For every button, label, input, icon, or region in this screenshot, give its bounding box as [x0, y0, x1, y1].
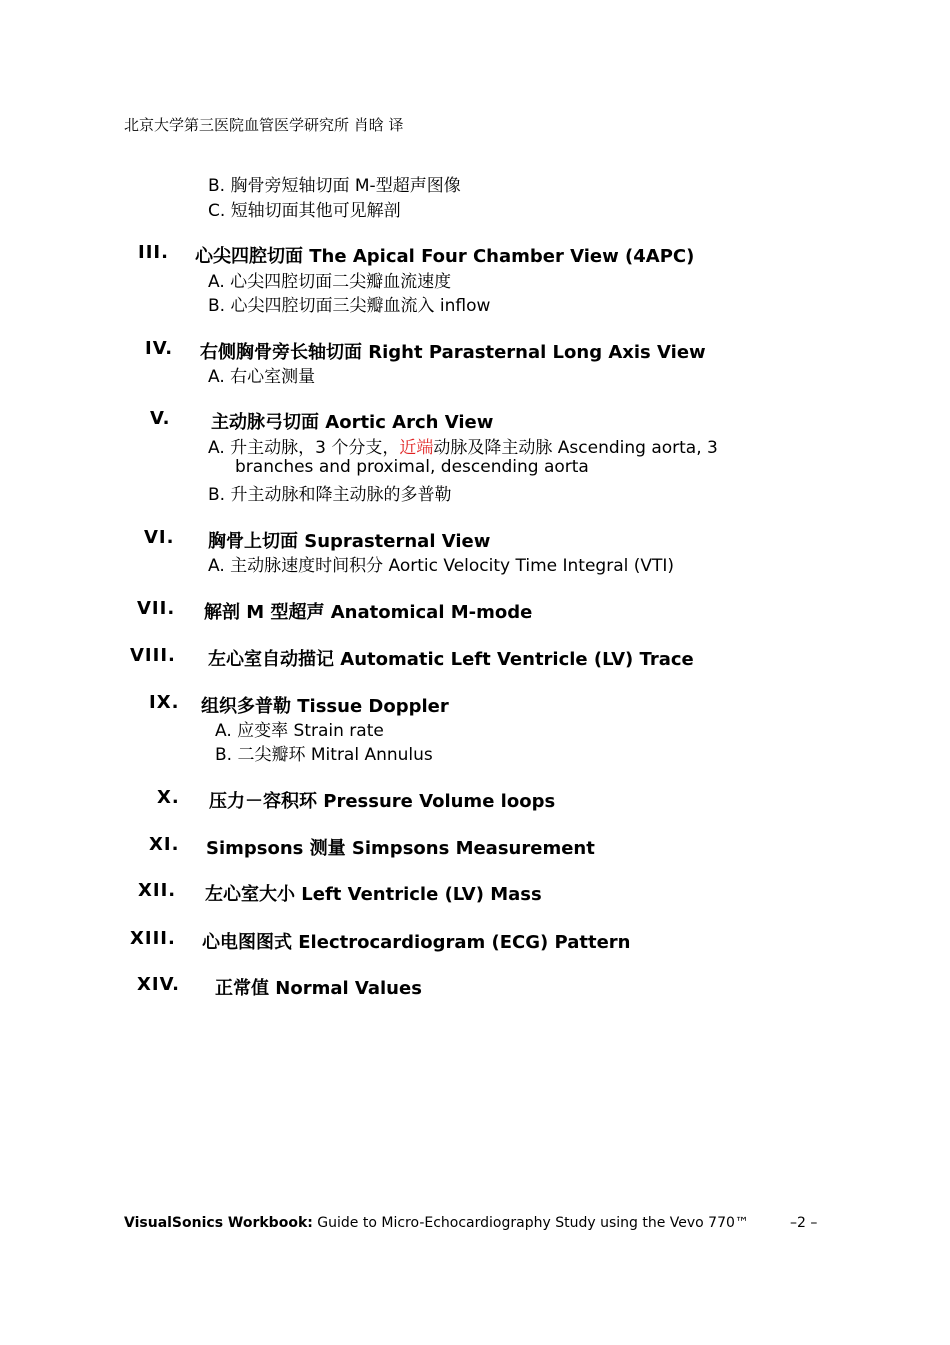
item-text: 主动脉速度时间积分 Aortic Velocity Time Integral (VTI): [230, 556, 675, 576]
item-text: 心尖四腔切面二尖瓣血流速度: [230, 272, 452, 292]
section-number: VI.: [144, 527, 175, 548]
section-number: V.: [150, 408, 171, 429]
item-text: 短轴切面其他可见解剖: [230, 201, 401, 221]
section-number: XIV.: [137, 974, 181, 995]
item-highlight-text: 近端: [399, 438, 434, 458]
list-item: [208, 267, 451, 292]
item-continuation: branches and proximal, descending aorta: [235, 457, 589, 477]
item-label: B.: [215, 745, 233, 765]
section-number: VIII.: [130, 645, 176, 666]
item-label: A.: [208, 556, 225, 576]
item-text: 右心室测量: [230, 367, 316, 387]
section-title: Simpsons 测量 Simpsons Measurement: [206, 838, 595, 859]
list-item: [208, 196, 401, 221]
footer-workbook-title: VisualSonics Workbook:: [124, 1215, 313, 1231]
item-text: 胸骨旁短轴切面 M-型超声图像: [230, 176, 461, 196]
section-title: 右侧胸骨旁长轴切面 Right Parasternal Long Axis View: [200, 342, 706, 363]
page-footer: [124, 1215, 749, 1231]
section-number: VII.: [137, 598, 176, 619]
list-item: [208, 433, 718, 458]
section-title: 心电图图式 Electrocardiogram (ECG) Pattern: [202, 932, 631, 953]
section-title: 左心室自动描记 Automatic Left Ventricle (LV) Trace: [208, 649, 694, 670]
section-number: IX.: [149, 692, 180, 713]
section-title: 组织多普勒 Tissue Doppler: [201, 696, 449, 717]
item-label: A.: [208, 438, 225, 458]
list-item: [208, 171, 461, 196]
list-item: [208, 362, 315, 387]
section-title: 解剖 M 型超声 Anatomical M-mode: [204, 602, 533, 623]
footer-text: Guide to Micro-Echocardiography Study using the Vevo 770™: [312, 1215, 749, 1231]
item-label: A.: [208, 272, 225, 292]
list-item: [208, 551, 674, 576]
section-title: 心尖四腔切面 The Apical Four Chamber View (4APC): [195, 246, 695, 267]
list-item: [208, 291, 490, 316]
section-number: III.: [138, 242, 169, 263]
item-label: C.: [208, 201, 226, 221]
section-number: XIII.: [130, 928, 176, 949]
section-number: XI.: [149, 834, 180, 855]
item-text: 升主动脉，3 个分支，: [230, 438, 400, 458]
section-number: IV.: [145, 338, 174, 359]
item-label: A.: [215, 721, 232, 741]
item-label: B.: [208, 176, 226, 196]
page-number: –2 –: [790, 1215, 818, 1231]
item-text: 心尖四腔切面三尖瓣血流入 inflow: [230, 296, 491, 316]
item-label: B.: [208, 485, 226, 505]
item-text: 二尖瓣环 Mitral Annulus: [237, 745, 433, 765]
section-title: 左心室大小 Left Ventricle (LV) Mass: [205, 884, 542, 905]
section-number: X.: [157, 787, 180, 808]
list-item: [208, 480, 451, 505]
item-text: 应变率 Strain rate: [237, 721, 384, 741]
section-number: XII.: [138, 880, 177, 901]
section-title: 主动脉弓切面 Aortic Arch View: [211, 412, 494, 433]
item-text: 升主动脉和降主动脉的多普勒: [230, 485, 452, 505]
item-label: A.: [208, 367, 225, 387]
page-header: 北京大学第三医院血管医学研究所 肖晗 译: [124, 116, 404, 134]
section-title: 压力－容积环 Pressure Volume loops: [209, 791, 556, 812]
item-text: 动脉及降主动脉 Ascending aorta, 3: [433, 438, 718, 458]
section-title: 正常值 Normal Values: [215, 978, 422, 999]
list-item: [215, 740, 433, 765]
list-item: [215, 716, 384, 741]
section-title: 胸骨上切面 Suprasternal View: [208, 531, 491, 552]
item-label: B.: [208, 296, 226, 316]
